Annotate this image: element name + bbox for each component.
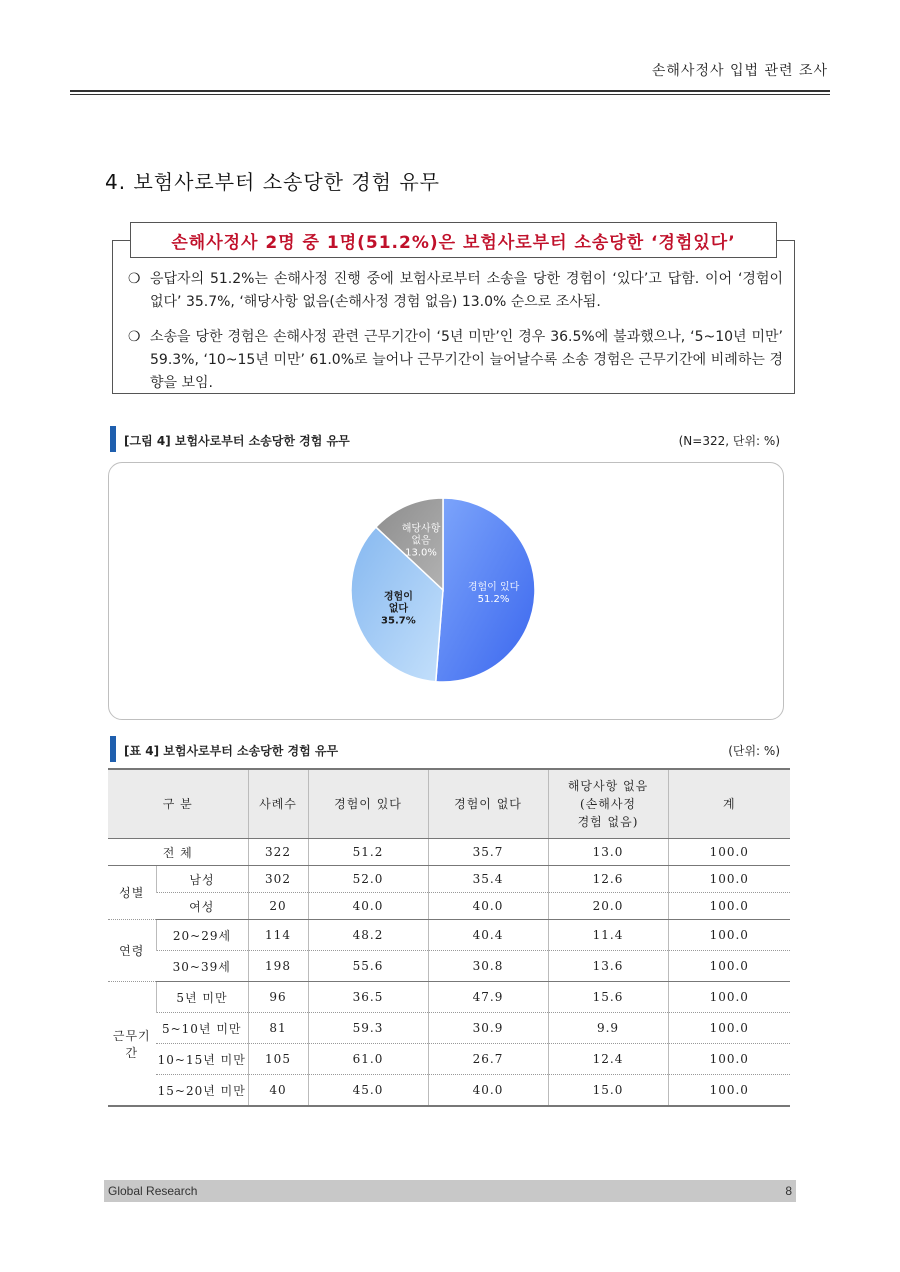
summary-headline: 손해사정사 2명 중 1명(51.2%)은 보험사로부터 소송당한 ‘경험있다’: [130, 222, 777, 258]
pie-slice-label: 경험이: [383, 591, 413, 603]
section-title: 4. 보험사로부터 소송당한 경험 유무: [105, 170, 440, 194]
pie-value-label: 13.0%: [405, 547, 437, 559]
col-header-count: 사례수: [248, 769, 308, 839]
table-row: [108, 893, 790, 920]
cell-total: 100.0: [668, 982, 790, 1013]
cell-count: 302: [248, 866, 308, 893]
cell-total: 100.0: [668, 1013, 790, 1044]
cell-na: 15.6: [548, 982, 668, 1013]
cell-no: 35.7: [428, 839, 548, 866]
cell-yes: 52.0: [308, 866, 428, 893]
cell-count: 96: [248, 982, 308, 1013]
figure-caption: [그림 4] 보험사로부터 소송당한 경험 유무: [124, 434, 350, 448]
group-label: 근무기간: [108, 982, 156, 1107]
row-label: 여성: [156, 893, 248, 920]
pie-slice-label: 없음: [411, 535, 431, 547]
col-header-no: 경험이 없다: [428, 769, 548, 839]
summary-bullet-text: 응답자의 51.2%는 손해사정 진행 중에 보험사로부터 소송을 당한 경험이 ‘있다’고 답함. 이어 ‘경험이 없다’ 35.7%, ‘해당사항 없음(손해사정 경험 없음) 13.0% 순으로 조사됨.: [150, 271, 783, 310]
pie-chart: [108, 462, 784, 720]
table-row: [108, 1013, 790, 1044]
row-label: 전 체: [108, 839, 248, 866]
table-row: [108, 951, 790, 982]
cell-yes: 48.2: [308, 920, 428, 951]
cell-no: 30.8: [428, 951, 548, 982]
cell-na: 13.0: [548, 839, 668, 866]
cell-yes: 55.6: [308, 951, 428, 982]
cell-na: 12.6: [548, 866, 668, 893]
row-label: 30~39세: [156, 951, 248, 982]
document-header-title: 손해사정사 입법 관련 조사: [651, 63, 828, 79]
cell-count: 322: [248, 839, 308, 866]
table-row: [108, 1044, 790, 1075]
cell-count: 20: [248, 893, 308, 920]
table-note: (단위: %): [728, 744, 780, 758]
header-rule-thin: [70, 94, 830, 95]
row-label: 남성: [156, 866, 248, 893]
cell-total: 100.0: [668, 839, 790, 866]
table-row: [108, 920, 790, 951]
cell-yes: 59.3: [308, 1013, 428, 1044]
pie-value-label: 35.7%: [381, 615, 416, 627]
col-header-na-line: 해당사항 없음: [567, 779, 649, 793]
cell-count: 198: [248, 951, 308, 982]
cell-yes: 36.5: [308, 982, 428, 1013]
summary-bullet: [128, 326, 783, 395]
col-header-category: 구 분: [108, 769, 248, 839]
col-header-na: [548, 769, 668, 839]
cell-na: 12.4: [548, 1044, 668, 1075]
cell-total: 100.0: [668, 1044, 790, 1075]
cell-total: 100.0: [668, 866, 790, 893]
pie-slice-label: 해당사항: [401, 523, 441, 535]
cell-na: 15.0: [548, 1075, 668, 1107]
cell-total: 100.0: [668, 920, 790, 951]
footer-label: Global Research: [108, 1184, 198, 1198]
cell-total: 100.0: [668, 1075, 790, 1107]
cell-yes: 45.0: [308, 1075, 428, 1107]
pie-slice-label: 없다: [388, 603, 409, 615]
cell-count: 105: [248, 1044, 308, 1075]
cell-count: 81: [248, 1013, 308, 1044]
cell-no: 30.9: [428, 1013, 548, 1044]
cell-no: 40.4: [428, 920, 548, 951]
cell-no: 35.4: [428, 866, 548, 893]
table-row-total: [108, 839, 790, 866]
table-row: [108, 866, 790, 893]
table-row: [108, 982, 790, 1013]
row-label: 10~15년 미만: [156, 1044, 248, 1075]
table-row: [108, 1075, 790, 1107]
table-caption-marker: [110, 736, 116, 762]
cell-total: 100.0: [668, 951, 790, 982]
group-label: 성별: [108, 866, 156, 920]
results-table: [108, 768, 790, 1107]
col-header-yes: 경험이 있다: [308, 769, 428, 839]
cell-yes: 61.0: [308, 1044, 428, 1075]
row-label: 5~10년 미만: [156, 1013, 248, 1044]
row-label: 5년 미만: [156, 982, 248, 1013]
header-rule: [70, 90, 830, 92]
summary-bullet: [128, 268, 783, 314]
page-number: 8: [785, 1184, 792, 1198]
pie-slice-label: 경험이 있다: [467, 581, 520, 593]
footer-bar: [104, 1180, 796, 1202]
cell-na: 13.6: [548, 951, 668, 982]
cell-total: 100.0: [668, 893, 790, 920]
cell-count: 40: [248, 1075, 308, 1107]
group-label: 연령: [108, 920, 156, 982]
cell-yes: 40.0: [308, 893, 428, 920]
cell-count: 114: [248, 920, 308, 951]
cell-no: 40.0: [428, 893, 548, 920]
bullet-circle-icon: ❍: [128, 271, 141, 287]
cell-no: 26.7: [428, 1044, 548, 1075]
figure-caption-marker: [110, 426, 116, 452]
col-header-total: 계: [668, 769, 790, 839]
cell-na: 20.0: [548, 893, 668, 920]
row-label: 20~29세: [156, 920, 248, 951]
row-label: 15~20년 미만: [156, 1075, 248, 1107]
cell-na: 9.9: [548, 1013, 668, 1044]
table-caption: [표 4] 보험사로부터 소송당한 경험 유무: [124, 744, 339, 758]
col-header-na-line: 경험 없음): [577, 815, 639, 829]
cell-na: 11.4: [548, 920, 668, 951]
cell-no: 47.9: [428, 982, 548, 1013]
figure-note: (N=322, 단위: %): [678, 434, 780, 448]
cell-no: 40.0: [428, 1075, 548, 1107]
pie-value-label: 51.2%: [477, 593, 510, 605]
bullet-circle-icon: ❍: [128, 329, 141, 345]
table-header-row: [108, 769, 790, 839]
col-header-na-line: (손해사정: [579, 797, 637, 811]
summary-bullet-text: 소송을 당한 경험은 손해사정 관련 근무기간이 ‘5년 미만’인 경우 36.5%에 불과했으나, ‘5~10년 미만’ 59.3%, ‘10~15년 미만’ 61.0%로 늘어나 근무기간이 늘어날수록 소송 경험은 근무기간에 비례하는 경향을 보임.: [150, 329, 783, 391]
cell-yes: 51.2: [308, 839, 428, 866]
